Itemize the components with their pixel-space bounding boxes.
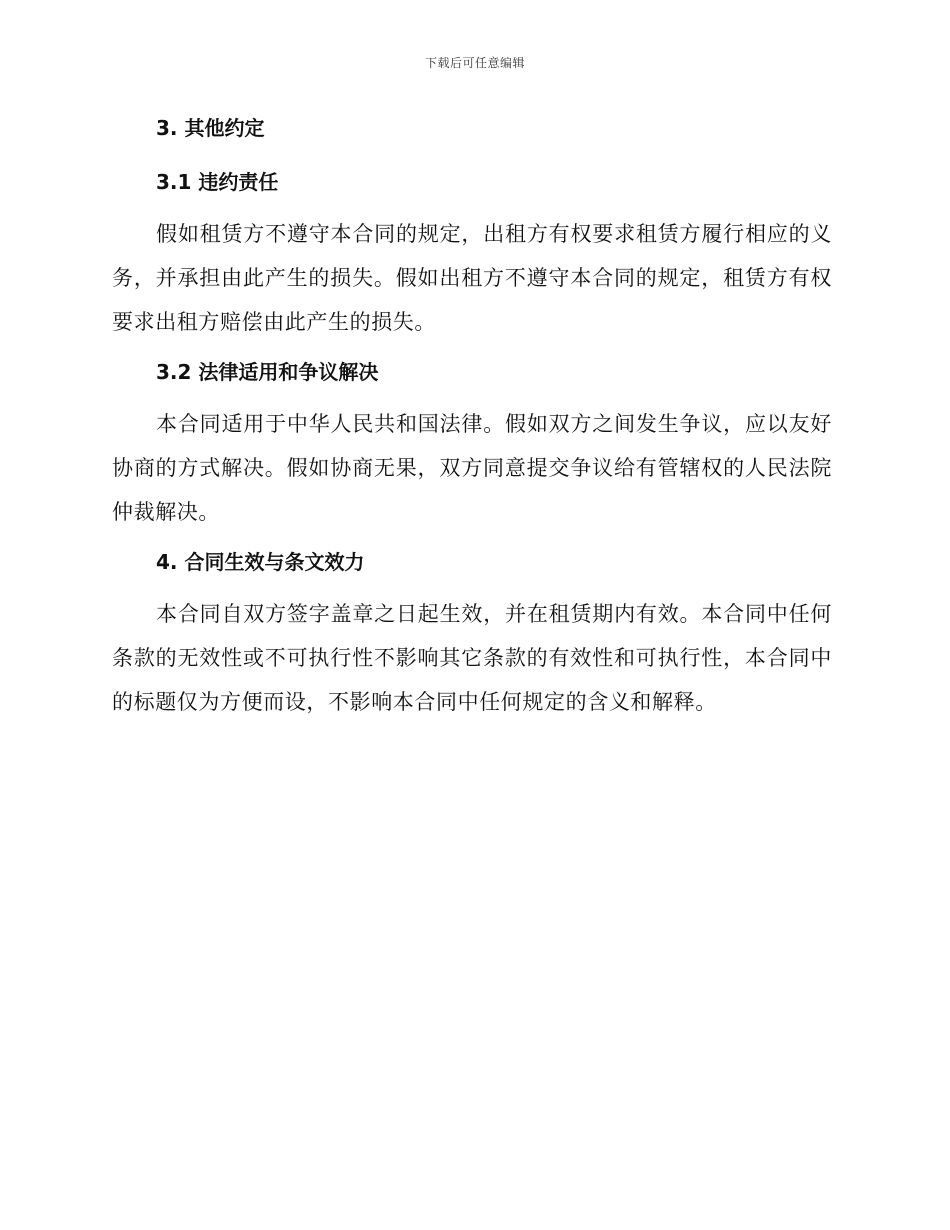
- page-header-note: 下载后可任意编辑: [424, 56, 525, 70]
- section-4-paragraph: 本合同自双方签字盖章之日起生效，并在租赁期内有效。本合同中任何条款的无效性或不可执行性不影响其它条款的有效性和可执行性，本合同中的标题仅为方便而设，不影响本合同中任何规定的含义和解释。: [112, 602, 832, 714]
- section-3-2-heading: 3.2 法律适用和争议解决: [156, 360, 379, 384]
- section-3-2-paragraph: 本合同适用于中华人民共和国法律。假如双方之间发生争议，应以友好协商的方式解决。假如协商无果，双方同意提交争议给有管辖权的人民法院仲裁解决。: [112, 412, 832, 524]
- document-body: [112, 110, 832, 734]
- section-3-1-paragraph: 假如租赁方不遵守本合同的规定，出租方有权要求租赁方履行相应的义务，并承担由此产生的损失。假如出租方不遵守本合同的规定，租赁方有权要求出租方赔偿由此产生的损失。: [112, 222, 832, 334]
- section-4-heading: 4. 合同生效与条文效力: [156, 550, 365, 574]
- section-3-heading: 3. 其他约定: [156, 116, 265, 140]
- section-3-1-heading: 3.1 违约责任: [156, 170, 279, 194]
